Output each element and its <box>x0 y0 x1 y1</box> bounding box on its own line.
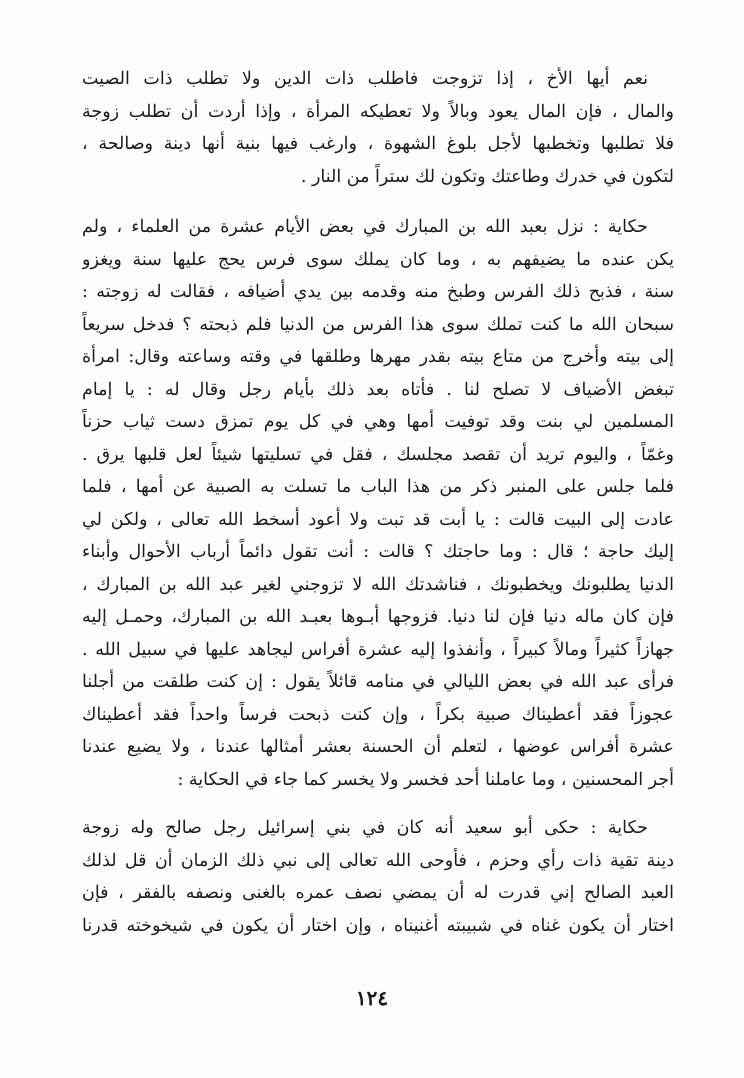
text-line: حكاية : حكى أبو سعيد أنه كان في بني إسرائيل رجل صالح وله زوجة <box>82 818 648 838</box>
text-line: سبحان الله ما كنت تملك سوى هذا الفرس من الدنيا فلم ذبحته ؟ فدخل سريعاً <box>82 314 674 335</box>
text-line: فرأى عبد الله في بعض الليالي في منامه قائلاً يقول : إن كنت طلقت من أجلنا <box>82 672 674 692</box>
text-line: فلا تطلبها وتخطبها لأجل بلوغ الشهوة ، وارغب فيها بنية أنها دينة وصالحة ، <box>82 134 674 154</box>
paragraph-story-ibn-mubarak <box>82 211 674 796</box>
text-line: يكن عنده ما يضيفهم به ، وما كان يملك سوى فرس يحج عليها سنة ويغزو <box>82 249 674 270</box>
text-line: الدنيا يطلبونك ويخطبونك ، فناشدتك الله لا تزوجني لغير عبد الله بن المبارك ، <box>82 574 674 595</box>
text-line: تبغض الأضياف لا تصلح لنا . فأتاه بعد ذلك بأيام رجل وقال له : يا إمام <box>82 379 674 400</box>
text-line: إلى بيته وأخرج من متاع بيته بقدر مهرها وطلقها في وقته وساعته وقال: امرأة <box>82 347 674 367</box>
page-number: ١٢٤ <box>355 986 389 1010</box>
text-line: المسلمين لي بنت وقد توفيت أمها وهي في كل يوم تمزق دست ثياب حزناً <box>82 412 674 432</box>
text-line: دينة تقية ذات رأي وحزم ، فأوحى الله تعالى إلى نبي ذلك الزمان أن قل لذلك <box>82 850 674 871</box>
text-line: فلما جلس على المنبر ذكر من هذا الباب ما تسلت به الصبية عن أمها ، فلما <box>82 477 674 497</box>
text-line: وغمّاً ، واليوم تريد أن تقصد مجلسك ، فقل في تسليتها شيئاً لعل قلبها يرق . <box>82 444 674 465</box>
text-line: عادت إلى البيت قالت : يا أبت قد تبت ولا أعود أسخط الله تعالى ، ولكن لي <box>82 509 674 530</box>
text-line: اختار أن يكون غناه في شبيبته أغنيناه ، وإن اختار أن يكون في شيخوخته قدرنا <box>82 915 674 936</box>
text-line: جهازاً كثيراً ومالاً كبيراً ، وأنفذوا إليه عشرة أفراس ليجاهد عليها في سبيل الله . <box>82 639 674 660</box>
paragraph-story-abu-said <box>82 812 674 942</box>
text-line: لتكون في خدرك وطاعتك وتكون لك ستراً من النار . <box>300 166 674 187</box>
text-line: فإن كان ماله دنيا فإن لنا دنيا. فزوجها أبـوها بعبـد الله بن المبارك، وحمـل إليه <box>82 607 674 627</box>
text-line: نعم أيها الأخ ، إذا تزوجت فاطلب ذات الدين ولا تطلب ذات الصيت <box>82 69 648 89</box>
text-line: إليك حاجة ؛ قال : وما حاجتك ؟ قالت : أنت تقول دائماً أرباب الأحوال وأبناء <box>82 542 674 562</box>
paragraph-marriage-advice <box>82 63 674 193</box>
text-line: العبد الصالح إني قدرت له أن يمضي نصف عمره بالغنى ونصفه بالفقر ، فإن <box>82 883 674 903</box>
text-line: أجر المحسنين ، وما عاملنا أحد فخسر ولا يخسر كما جاء في الحكاية : <box>177 769 674 790</box>
text-line: عجوزاً فقد أعطيناك صبية بكراً ، وإن كنت ذبحت فرساً واحداً فقد أعطيناك <box>82 704 674 725</box>
text-line: سنة ، فذبح ذلك الفرس وطبخ منه وقدمه بين يدي أضيافه ، فقالت له زوجته : <box>82 282 674 302</box>
text-line: عشرة أفراس عوضها ، لتعلم أن الحسنة بعشر أمثالها عندنا ، ولا يضيع عندنا <box>82 737 674 757</box>
text-line: والمال ، فإن المال يعود وبالاً ولا تعطيكه المرأة ، وإذا أردت أن تطلب زوجة <box>82 101 674 122</box>
text-line: حكاية : نزل بعبد الله بن المبارك في بعض الأيام عشرة من العلماء ، ولم <box>82 217 648 237</box>
